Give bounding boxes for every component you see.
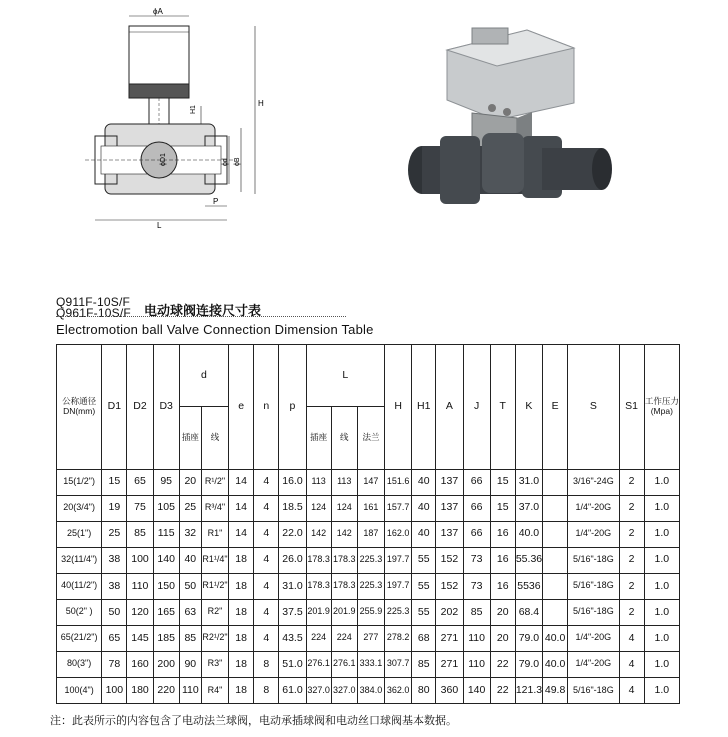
- table-row: [57, 469, 680, 495]
- header-e-upper: E: [543, 345, 568, 470]
- table-cell: 178.3: [331, 547, 357, 573]
- table-cell: 20: [490, 625, 515, 651]
- title-divider: [56, 316, 346, 320]
- table-row: [57, 521, 680, 547]
- model-code-1: Q911F-10S/F: [56, 295, 131, 309]
- dim-label-H1: H1: [190, 105, 197, 114]
- table-cell: 2: [619, 547, 644, 573]
- table-cell: 68.4: [515, 599, 542, 625]
- table-cell: 200: [153, 651, 179, 677]
- table-cell: R2": [201, 599, 228, 625]
- table-row: [57, 547, 680, 573]
- table-cell: 73: [463, 547, 490, 573]
- table-cell: 1.0: [644, 547, 679, 573]
- header-l-flange: 法兰: [357, 407, 384, 469]
- table-cell: 160: [127, 651, 153, 677]
- header-d: d: [179, 345, 228, 407]
- table-cell: 61.0: [279, 677, 306, 703]
- dim-label-D1: ϕD1: [160, 153, 167, 166]
- table-cell: 225.3: [357, 547, 384, 573]
- table-cell: 40: [412, 495, 436, 521]
- table-cell: 66: [463, 469, 490, 495]
- table-cell: 18: [229, 651, 254, 677]
- table-cell: 2: [619, 469, 644, 495]
- table-cell: 85: [463, 599, 490, 625]
- table-cell: 202: [436, 599, 463, 625]
- table-cell: 201.9: [306, 599, 331, 625]
- table-cell: 40(11/2"): [57, 573, 102, 599]
- dim-label-A: ϕA: [153, 7, 163, 16]
- table-cell: R1¹/4": [201, 547, 228, 573]
- table-cell: 124: [331, 495, 357, 521]
- table-title-cn: 电动球阀连接尺寸表: [144, 304, 262, 319]
- header-d2: D2: [127, 345, 153, 470]
- table-cell: 1/4"-20G: [568, 495, 619, 521]
- table-cell: 5536: [515, 573, 542, 599]
- table-cell: 38: [102, 547, 127, 573]
- table-cell: 22: [490, 651, 515, 677]
- table-cell: 85: [127, 521, 153, 547]
- table-cell: 25: [179, 495, 201, 521]
- header-l-thread: 线: [331, 407, 357, 469]
- valve-technical-drawing: [45, 6, 308, 232]
- header-k: K: [515, 345, 542, 470]
- table-cell: [543, 495, 568, 521]
- table-cell: 22: [490, 677, 515, 703]
- table-cell: 4: [254, 573, 279, 599]
- header-dn: 公称通径 DN(mm): [57, 345, 102, 470]
- table-cell: 110: [127, 573, 153, 599]
- table-cell: 65(21/2"): [57, 625, 102, 651]
- table-cell: 157.7: [385, 495, 412, 521]
- table-cell: 20(3/4"): [57, 495, 102, 521]
- table-cell: 18: [229, 599, 254, 625]
- table-cell: 22.0: [279, 521, 306, 547]
- table-cell: 50(2" ): [57, 599, 102, 625]
- table-cell: 55: [412, 547, 436, 573]
- table-cell: 4: [619, 651, 644, 677]
- table-cell: 18: [229, 677, 254, 703]
- table-cell: 8: [254, 677, 279, 703]
- table-cell: 25: [102, 521, 127, 547]
- table-cell: 15(1/2"): [57, 469, 102, 495]
- table-cell: 105: [153, 495, 179, 521]
- table-cell: 32: [179, 521, 201, 547]
- table-cell: 4: [619, 625, 644, 651]
- table-cell: 201.9: [331, 599, 357, 625]
- table-cell: 16: [490, 521, 515, 547]
- table-title-en: Electromotion ball Valve Connection Dimension Table: [56, 322, 374, 337]
- table-cell: 31.0: [279, 573, 306, 599]
- table-cell: 255.9: [357, 599, 384, 625]
- table-cell: 18: [229, 625, 254, 651]
- table-cell: 152: [436, 547, 463, 573]
- table-cell: 178.3: [306, 547, 331, 573]
- table-cell: 68: [412, 625, 436, 651]
- table-cell: 14: [229, 469, 254, 495]
- table-cell: [543, 599, 568, 625]
- table-cell: [543, 547, 568, 573]
- table-cell: R¹/2": [201, 469, 228, 495]
- table-cell: 110: [463, 625, 490, 651]
- table-cell: 55: [412, 573, 436, 599]
- table-cell: 113: [306, 469, 331, 495]
- table-body: [57, 469, 680, 703]
- table-cell: 152: [436, 573, 463, 599]
- table-cell: 137: [436, 495, 463, 521]
- table-cell: 50: [102, 599, 127, 625]
- table-cell: 220: [153, 677, 179, 703]
- header-n: n: [254, 345, 279, 470]
- table-cell: 80: [412, 677, 436, 703]
- table-cell: 115: [153, 521, 179, 547]
- table-cell: 180: [127, 677, 153, 703]
- table-cell: 2: [619, 521, 644, 547]
- table-cell: R2¹/2": [201, 625, 228, 651]
- table-cell: 40: [412, 521, 436, 547]
- header-p: p: [279, 345, 306, 470]
- table-cell: R³/4": [201, 495, 228, 521]
- table-cell: 1.0: [644, 521, 679, 547]
- header-a: A: [436, 345, 463, 470]
- header-pressure-unit: (Mpa): [650, 405, 673, 416]
- header-d-socket: 插座: [179, 407, 201, 469]
- table-cell: 165: [153, 599, 179, 625]
- table-cell: 271: [436, 625, 463, 651]
- table-cell: 1.0: [644, 469, 679, 495]
- header-d-thread: 线: [201, 407, 228, 469]
- table-row: [57, 599, 680, 625]
- table-cell: 4: [254, 469, 279, 495]
- dim-label-H: H: [258, 99, 264, 108]
- table-cell: 14: [229, 521, 254, 547]
- table-cell: 14: [229, 495, 254, 521]
- table-cell: 55.36: [515, 547, 542, 573]
- table-cell: 5/16"-18G: [568, 573, 619, 599]
- table-cell: 276.1: [331, 651, 357, 677]
- footnote: 注：此表所示的内容包含了电动法兰球阀，电动承插球阀和电动丝口球阀基本数据。: [50, 714, 457, 727]
- header-d3: D3: [153, 345, 179, 470]
- table-cell: 18: [229, 547, 254, 573]
- table-cell: 140: [153, 547, 179, 573]
- dim-label-L: L: [157, 221, 162, 230]
- table-cell: 384.0: [357, 677, 384, 703]
- table-cell: 197.7: [385, 547, 412, 573]
- table-cell: [543, 469, 568, 495]
- table-cell: R4": [201, 677, 228, 703]
- model-code-2: Q961F-10S/F: [56, 306, 131, 320]
- table-cell: 121.3: [515, 677, 542, 703]
- table-row: [57, 651, 680, 677]
- table-cell: 16: [490, 547, 515, 573]
- header-h1: H1: [412, 345, 436, 470]
- table-cell: 75: [127, 495, 153, 521]
- table-cell: 145: [127, 625, 153, 651]
- table-cell: 333.1: [357, 651, 384, 677]
- table-cell: 15: [490, 469, 515, 495]
- table-cell: 151.6: [385, 469, 412, 495]
- table-cell: 40.0: [543, 651, 568, 677]
- table-cell: 8: [254, 651, 279, 677]
- table-cell: 162.0: [385, 521, 412, 547]
- table-cell: 37.0: [515, 495, 542, 521]
- header-e: e: [229, 345, 254, 470]
- table-cell: 50: [179, 573, 201, 599]
- table-cell: 140: [463, 677, 490, 703]
- table-cell: R1": [201, 521, 228, 547]
- table-cell: 19: [102, 495, 127, 521]
- table-row: [57, 573, 680, 599]
- table-cell: 137: [436, 469, 463, 495]
- table-cell: 79.0: [515, 651, 542, 677]
- table-cell: 25(1"): [57, 521, 102, 547]
- header-s: S: [568, 345, 619, 470]
- table-row: [57, 495, 680, 521]
- table-cell: 5/16"-18G: [568, 547, 619, 573]
- table-cell: 37.5: [279, 599, 306, 625]
- table-cell: 276.1: [306, 651, 331, 677]
- table-cell: 1.0: [644, 677, 679, 703]
- table-cell: 32(11/4"): [57, 547, 102, 573]
- table-cell: 79.0: [515, 625, 542, 651]
- table-cell: 85: [179, 625, 201, 651]
- table-cell: 161: [357, 495, 384, 521]
- dimension-table: [56, 344, 680, 704]
- table-cell: 185: [153, 625, 179, 651]
- header-s1: S1: [619, 345, 644, 470]
- table-cell: 49.8: [543, 677, 568, 703]
- table-cell: 1.0: [644, 495, 679, 521]
- header-l-socket: 插座: [306, 407, 331, 469]
- valve-product-photo: [352, 8, 702, 228]
- dim-label-d: ϕd: [222, 158, 229, 166]
- table-cell: 100: [127, 547, 153, 573]
- table-cell: 178.3: [306, 573, 331, 599]
- table-cell: 3/16"-24G: [568, 469, 619, 495]
- table-row: [57, 677, 680, 703]
- table-cell: [543, 573, 568, 599]
- table-cell: 26.0: [279, 547, 306, 573]
- table-cell: 40.0: [515, 521, 542, 547]
- table-cell: 1/4"-20G: [568, 521, 619, 547]
- table-cell: 73: [463, 573, 490, 599]
- table-cell: 51.0: [279, 651, 306, 677]
- table-cell: 147: [357, 469, 384, 495]
- table-cell: 85: [412, 651, 436, 677]
- table-cell: 65: [102, 625, 127, 651]
- dim-label-P: P: [213, 197, 219, 206]
- table-cell: 120: [127, 599, 153, 625]
- table-cell: 5/16"-18G: [568, 599, 619, 625]
- table-cell: 38: [102, 573, 127, 599]
- table-cell: 1.0: [644, 599, 679, 625]
- table-cell: 2: [619, 599, 644, 625]
- table-cell: 15: [102, 469, 127, 495]
- table-cell: 277: [357, 625, 384, 651]
- table-cell: R1¹/2": [201, 573, 228, 599]
- table-cell: 63: [179, 599, 201, 625]
- table-cell: 4: [619, 677, 644, 703]
- table-cell: 197.7: [385, 573, 412, 599]
- table-cell: 225.3: [385, 599, 412, 625]
- table-cell: 20: [179, 469, 201, 495]
- table-cell: 187: [357, 521, 384, 547]
- table-cell: 95: [153, 469, 179, 495]
- table-cell: 40: [179, 547, 201, 573]
- table-cell: 278.2: [385, 625, 412, 651]
- table-cell: 4: [254, 547, 279, 573]
- table-cell: 124: [306, 495, 331, 521]
- table-cell: 137: [436, 521, 463, 547]
- table-cell: 224: [331, 625, 357, 651]
- table-cell: 327.0: [331, 677, 357, 703]
- table-cell: 178.3: [331, 573, 357, 599]
- table-cell: 65: [127, 469, 153, 495]
- table-cell: 90: [179, 651, 201, 677]
- table-cell: 1/4"-20G: [568, 651, 619, 677]
- table-cell: 4: [254, 625, 279, 651]
- table-cell: 2: [619, 573, 644, 599]
- header-t: T: [490, 345, 515, 470]
- table-cell: 110: [179, 677, 201, 703]
- table-cell: 271: [436, 651, 463, 677]
- table-cell: 224: [306, 625, 331, 651]
- header-d1: D1: [102, 345, 127, 470]
- table-cell: 66: [463, 521, 490, 547]
- table-cell: 142: [331, 521, 357, 547]
- table-cell: 150: [153, 573, 179, 599]
- table-cell: 100: [102, 677, 127, 703]
- dim-label-B: ϕB: [234, 157, 241, 166]
- table-cell: 5/16"-18G: [568, 677, 619, 703]
- table-cell: 55: [412, 599, 436, 625]
- table-cell: 40: [412, 469, 436, 495]
- header-j: J: [463, 345, 490, 470]
- table-cell: 78: [102, 651, 127, 677]
- table-cell: [543, 521, 568, 547]
- table-cell: 360: [436, 677, 463, 703]
- table-cell: 362.0: [385, 677, 412, 703]
- header-pressure-label: 工作压力: [644, 396, 679, 407]
- table-cell: 80(3"): [57, 651, 102, 677]
- table-row: [57, 625, 680, 651]
- table-cell: 113: [331, 469, 357, 495]
- table-cell: 43.5: [279, 625, 306, 651]
- table-cell: 307.7: [385, 651, 412, 677]
- table-cell: 4: [254, 495, 279, 521]
- table-cell: 1.0: [644, 573, 679, 599]
- table-cell: 18.5: [279, 495, 306, 521]
- header-l: L: [306, 345, 384, 407]
- table-cell: R3": [201, 651, 228, 677]
- table-cell: 16.0: [279, 469, 306, 495]
- table-cell: 142: [306, 521, 331, 547]
- table-cell: 18: [229, 573, 254, 599]
- table-cell: 20: [490, 599, 515, 625]
- table-cell: 225.3: [357, 573, 384, 599]
- table-cell: 110: [463, 651, 490, 677]
- table-cell: 100(4"): [57, 677, 102, 703]
- table-cell: 4: [254, 521, 279, 547]
- table-cell: 1.0: [644, 651, 679, 677]
- table-cell: 4: [254, 599, 279, 625]
- table-cell: 327.0: [306, 677, 331, 703]
- header-pressure: [644, 345, 679, 470]
- table-cell: 2: [619, 495, 644, 521]
- table-cell: 1/4"-20G: [568, 625, 619, 651]
- header-h: H: [385, 345, 412, 470]
- table-cell: 66: [463, 495, 490, 521]
- table-cell: 16: [490, 573, 515, 599]
- table-cell: 40.0: [543, 625, 568, 651]
- table-cell: 31.0: [515, 469, 542, 495]
- table-cell: 15: [490, 495, 515, 521]
- table-cell: 1.0: [644, 625, 679, 651]
